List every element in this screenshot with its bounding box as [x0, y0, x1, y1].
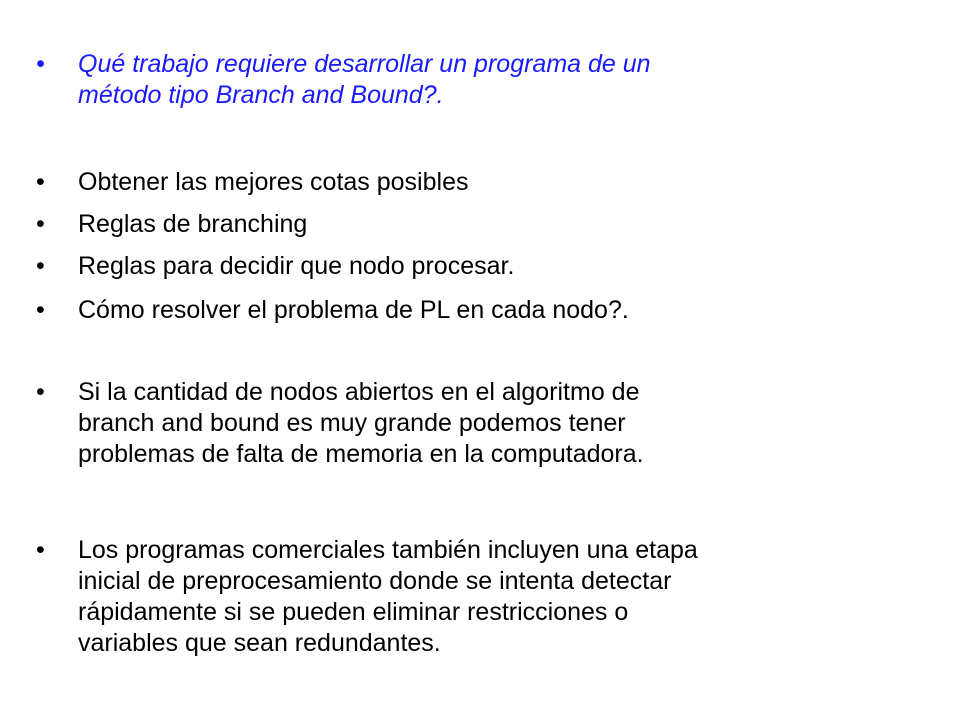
bullet-mark: • — [36, 168, 45, 196]
memory-note-text: Si la cantidad de nodos abiertos en el algoritmo de branch and bound es muy grande podemos tener problemas de falta de memoria en la computadora. — [78, 378, 644, 468]
bullet-mark: • — [36, 252, 45, 280]
bullet-task-2 — [36, 209, 916, 240]
bullet-mark: • — [36, 50, 45, 78]
bullet-memory-note — [36, 377, 916, 470]
bullet-preprocessing-note — [36, 535, 916, 659]
bullet-task-1 — [36, 167, 916, 198]
bullet-mark: • — [36, 210, 45, 238]
task-text: Cómo resolver el problema de PL en cada nodo?. — [78, 296, 629, 324]
preprocessing-note-text: Los programas comerciales también incluyen una etapa inicial de preprocesamiento donde se intenta detectar rápidamente si se pueden eliminar restricciones o variables que sean redundantes. — [78, 536, 698, 657]
task-text: Reglas para decidir que nodo procesar. — [78, 252, 515, 280]
bullet-mark: • — [36, 536, 45, 564]
bullet-mark: • — [36, 378, 45, 406]
bullet-task-3 — [36, 251, 916, 282]
bullet-question — [36, 49, 916, 111]
task-text: Reglas de branching — [78, 210, 308, 238]
task-text: Obtener las mejores cotas posibles — [78, 168, 469, 196]
bullet-mark: • — [36, 296, 45, 324]
bullet-task-4 — [36, 295, 916, 326]
question-text: Qué trabajo requiere desarrollar un programa de un método tipo Branch and Bound?. — [78, 50, 651, 109]
